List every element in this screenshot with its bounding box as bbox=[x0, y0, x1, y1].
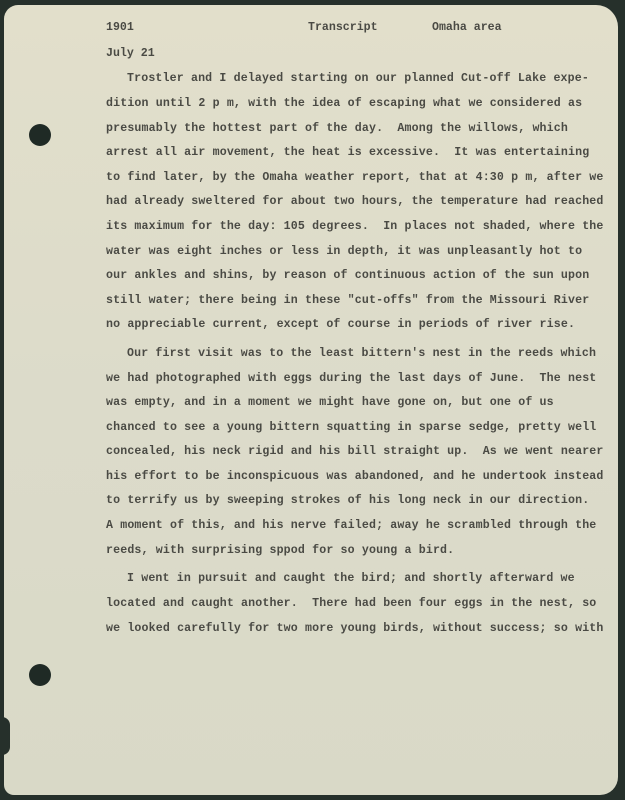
text-line: no appreciable current, except of course in periods of river rise. bbox=[106, 318, 576, 331]
text-line: Our first visit was to the least bittern's nest in the reeds which bbox=[127, 347, 597, 360]
text-line: reeds, with surprising sppod for so young a bird. bbox=[106, 544, 455, 557]
text-line: I went in pursuit and caught the bird; and shortly afterward we bbox=[127, 572, 575, 585]
text-line: its maximum for the day: 105 degrees. In places not shaded, where the bbox=[106, 220, 604, 233]
header-location: Omaha area bbox=[432, 21, 502, 34]
text-line: arrest all air movement, the heat is excessive. It was entertaining bbox=[106, 146, 590, 159]
text-line: we had photographed with eggs during the last days of June. The nest bbox=[106, 372, 597, 385]
text-line: located and caught another. There had been four eggs in the nest, so bbox=[106, 597, 597, 610]
binder-hole-bottom bbox=[29, 664, 51, 686]
text-line: Trostler and I delayed starting on our planned Cut-off Lake expe- bbox=[127, 72, 589, 85]
text-line: his effort to be inconspicuous was abandoned, and he undertook instead bbox=[106, 470, 604, 483]
entry-date: July 21 bbox=[106, 47, 155, 60]
text-line: was empty, and in a moment we might have gone on, but one of us bbox=[106, 396, 554, 409]
header-year: 1901 bbox=[106, 21, 134, 34]
page-edge-notch bbox=[2, 717, 10, 755]
text-line: had already sweltered for about two hours, the temperature had reached bbox=[106, 195, 604, 208]
text-line: A moment of this, and his nerve failed; away he scrambled through the bbox=[106, 519, 597, 532]
text-line: we looked carefully for two more young birds, without success; so with bbox=[106, 622, 604, 635]
text-line: chanced to see a young bittern squatting in sparse sedge, pretty well bbox=[106, 421, 597, 434]
text-line: presumably the hottest part of the day. Among the willows, which bbox=[106, 122, 568, 135]
text-line: our ankles and shins, by reason of continuous action of the sun upon bbox=[106, 269, 590, 282]
text-line: water was eight inches or less in depth, it was unpleasantly hot to bbox=[106, 245, 583, 258]
typed-page bbox=[4, 5, 618, 795]
binder-hole-top bbox=[29, 124, 51, 146]
text-line: concealed, his neck rigid and his bill straight up. As we went nearer bbox=[106, 445, 604, 458]
text-line: to find later, by the Omaha weather report, that at 4:30 p m, after we bbox=[106, 171, 604, 184]
header-title: Transcript bbox=[308, 21, 378, 34]
text-line: to terrify us by sweeping strokes of his long neck in our direction. bbox=[106, 494, 590, 507]
text-line: dition until 2 p m, with the idea of escaping what we considered as bbox=[106, 97, 583, 110]
text-line: still water; there being in these "cut-offs" from the Missouri River bbox=[106, 294, 590, 307]
